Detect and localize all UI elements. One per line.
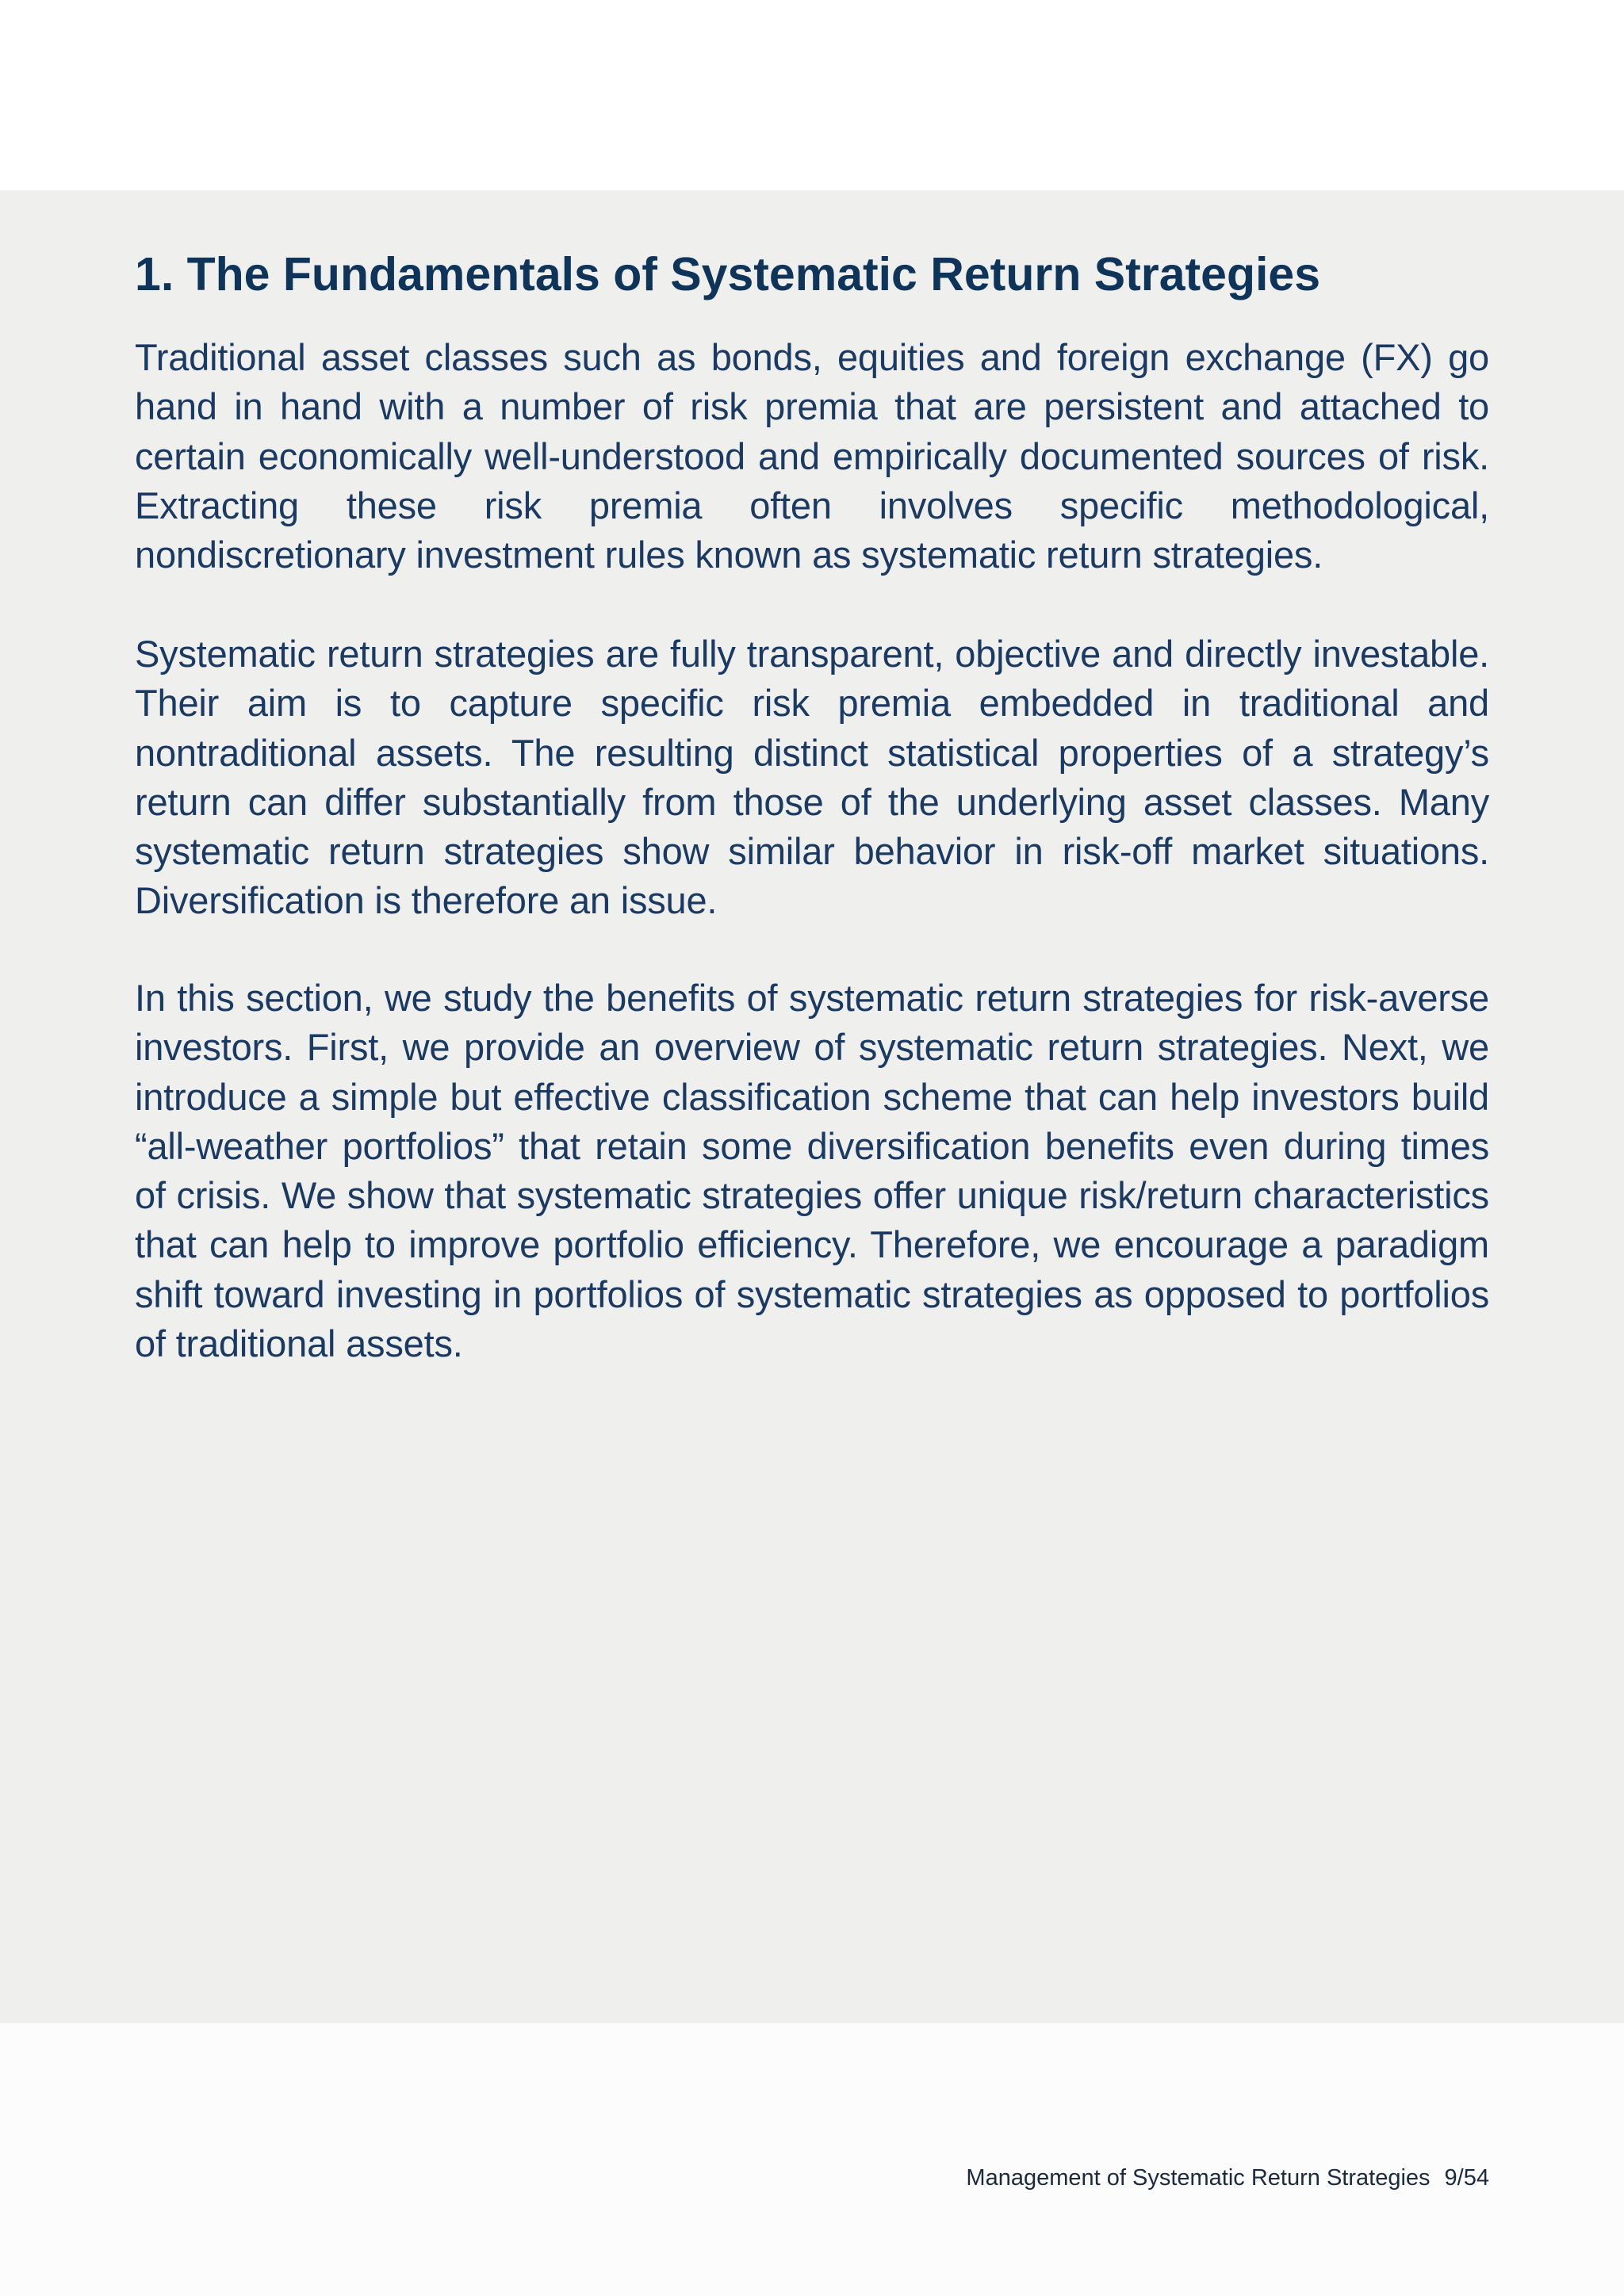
section-title: 1. The Fundamentals of Systematic Return Strategies	[135, 248, 1321, 300]
footer-document-title: Management of Systematic Return Strategies	[966, 2165, 1431, 2191]
body-paragraph-3: In this section, we study the benefits of systematic return strategies for risk-averse investors. First, we provide an overview of systematic return strategies. Next, we introduce a simple but effective classification scheme that can help investors build “all-weather portfolios” that retain some diversification benefits even during times of crisis. We show that systematic strategies offer unique risk/return characteristics that can help to improve portfolio efficiency. Therefore, we encourage a paradigm shift toward investing in portfolios of systematic strategies as opposed to portfolios of traditional assets.	[135, 977, 1489, 1365]
page-footer	[966, 2163, 1489, 2193]
page-number: 9/54	[1444, 2165, 1489, 2191]
body-paragraph-2: Systematic return strategies are fully transparent, objective and directly investable. Their aim is to capture specific risk premia embedded in traditional and nontraditional assets. The resulting distinct statistical properties of a strategy’s return can differ substantially from those of the underlying asset classes. Many systematic return strategies show similar behavior in risk-off market situations. Diversification is therefore an issue.	[135, 633, 1489, 922]
top-margin	[0, 0, 1624, 190]
body-paragraph-1: Traditional asset classes such as bonds, equities and foreign exchange (FX) go hand in hand with a number of risk premia that are persistent and attached to certain economically well-understood and empirically documented sources of risk. Extracting these risk premia often involves specific methodological, nondiscretionary investment rules known as systematic return strategies.	[135, 336, 1489, 576]
footer-area	[0, 2023, 1624, 2296]
